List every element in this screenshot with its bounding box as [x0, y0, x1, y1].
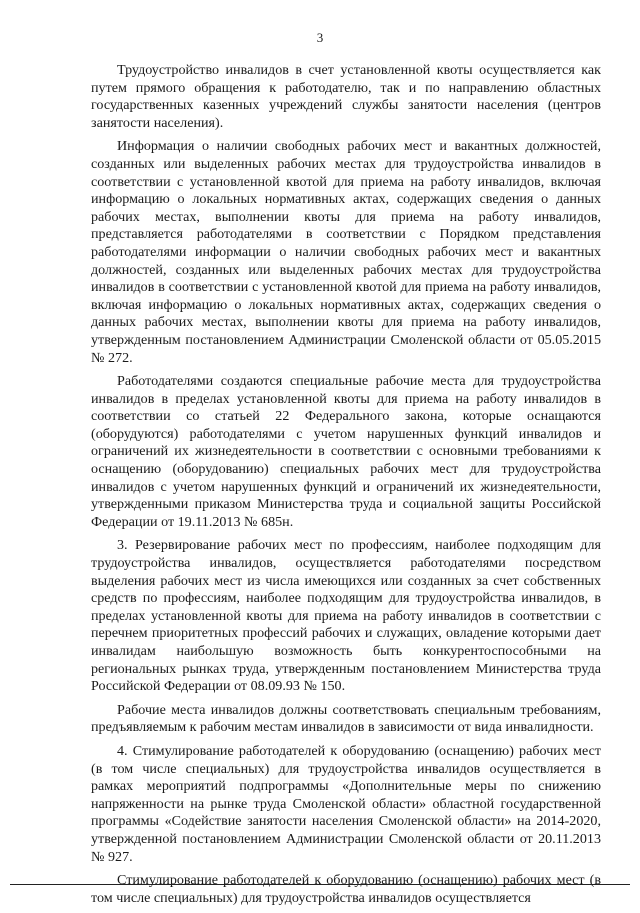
- document-body: [91, 62, 601, 913]
- page-number: 3: [316, 30, 324, 45]
- paragraph-vacancy-information: Информация о наличии свободных рабочих мест и вакантных должностей, созданных или выделенных рабочих местах для трудоустройства инвалидов в соответствии с установленной квотой для приема на работу инвалидов, включая информацию о локальных нормативных актах, содержащих сведения о данных рабочих местах, выполнении квоты для приема на работу инвалидов, представляется работодателями в соответствии с Порядком представления работодателями информации о наличии свободных рабочих мест и вакантных должностей, созданных или выделенных рабочих местах для трудоустройства инвалидов в соответствии с установленной квотой для приема на работу инвалидов, включая информацию о локальных нормативных актах, содержащих сведения о данных рабочих местах, выполнении квоты для приема на работу инвалидов, утвержденным постановлением Администрации Смоленской области от 05.05.2015 № 272.: [91, 138, 601, 366]
- page-bottom-rule: [10, 884, 630, 885]
- paragraph-stimulation-continued: Стимулирование работодателей к оборудованию (оснащению) рабочих мест (в том числе специальных) для трудоустройства инвалидов осуществляется: [91, 872, 601, 906]
- paragraph-special-workplaces: Работодателями создаются специальные рабочие места для трудоустройства инвалидов в пределах установленной квоты для приема на работу инвалидов в соответствии со статьей 22 Федерального закона, которые оснащаются (оборудуются) работодателями с учетом нарушенных функций инвалидов и ограничений их жизнедеятельности в соответствии с основными требованиями к оснащению (оборудованию) специальных рабочих мест для трудоустройства инвалидов с учетом нарушенных функций и ограничений их жизнедеятельности, утвержденными приказом Министерства труда и социальной защиты Российской Федерации от 19.11.2013 № 685н.: [91, 373, 601, 530]
- paragraph-item-3-reservation: 3. Резервирование рабочих мест по профессиям, наиболее подходящим для трудоустройства инвалидов, осуществляется работодателями посредством выделения рабочих мест из числа имеющихся или созданных за счет собственных средств по профессиям, наиболее подходящим для трудоустройства инвалидов, в пределах установленной квоты для приема на работу инвалидов в соответствии с перечнем приоритетных профессий рабочих и служащих, овладение которыми дает инвалидам наибольшую возможность быть конкурентоспособными на региональных рынках труда, утвержденным постановлением Министерства труда Российской Федерации от 08.09.93 № 150.: [91, 537, 601, 695]
- paragraph-workplace-requirements: Рабочие места инвалидов должны соответствовать специальным требованиям, предъявляемым к рабочим местам инвалидов в зависимости от вида инвалидности.: [91, 701, 601, 736]
- paragraph-item-4-stimulation: 4. Стимулирование работодателей к оборудованию (оснащению) рабочих мест (в том числе специальных) для трудоустройства инвалидов осуществляется в рамках мероприятий подпрограммы «Дополнительные меры по снижению напряженности на рынке труда Смоленской области» областной государственной программы «Содействие занятости населения Смоленской области» на 2014-2020, утвержденной постановлением Администрации Смоленской области от 20.11.2013 № 927.: [91, 742, 601, 865]
- paragraph-quota-employment: Трудоустройство инвалидов в счет установленной квоты осуществляется как путем прямого обращения к работодателю, так и по направлению областных государственных казенных учреждений службы занятости населения (центров занятости населения).: [91, 62, 601, 131]
